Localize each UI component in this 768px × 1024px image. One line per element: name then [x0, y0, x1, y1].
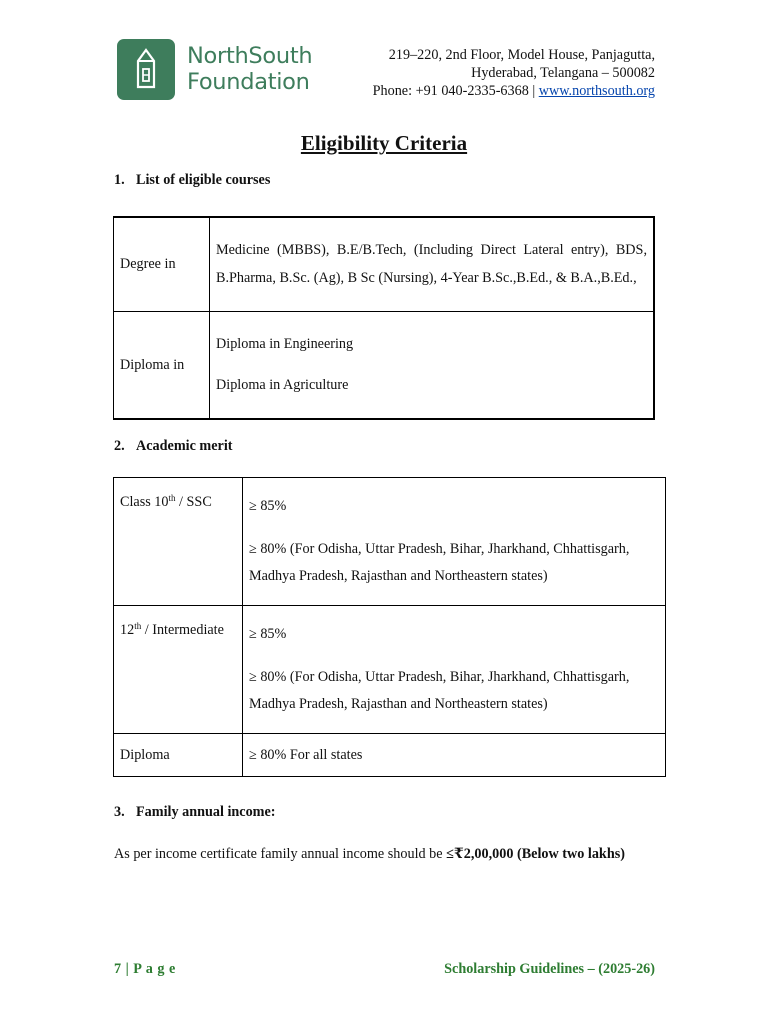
row-content [243, 606, 666, 734]
income-text-plain: As per income certificate family annual income should be [114, 846, 447, 862]
address-line-2: Hyderabad, Telangana – 500082 [471, 65, 655, 81]
merit-value: ≥ 85% [249, 498, 287, 514]
foundation-logo-icon [131, 47, 161, 91]
table-row [114, 312, 655, 420]
eligible-courses-table [113, 216, 655, 420]
logo-line-1: NorthSouth [187, 43, 313, 69]
logo-wordmark [187, 43, 312, 95]
logo-mark [117, 39, 175, 100]
merit-value: ≥ 80% (For Odisha, Uttar Pradesh, Bihar, Jharkhand, Chhattisgarh, [249, 541, 630, 557]
course-item: Diploma in Engineering [216, 335, 354, 352]
contact-line [373, 82, 655, 100]
logo-line-2: Foundation [187, 69, 310, 95]
section-3-heading [114, 804, 276, 821]
merit-value: Madhya Pradesh, Rajasthan and Northeastern states) [249, 568, 548, 584]
section-1-title: List of eligible courses [136, 172, 271, 188]
table-row [114, 217, 655, 312]
row-label: 12th / Intermediate [114, 606, 243, 734]
footer-doc-title: Scholarship Guidelines – (2025-26) [444, 961, 655, 977]
section-2-number: 2. [114, 438, 125, 454]
website-link[interactable]: www.northsouth.org [538, 83, 655, 99]
row-content [210, 217, 655, 312]
table-row [114, 734, 666, 777]
address-line-1: 219–220, 2nd Floor, Model House, Panjagutta, [388, 47, 655, 63]
table-row [114, 606, 666, 734]
row-label: Diploma in [114, 312, 210, 420]
section-2-heading [114, 438, 233, 455]
section-3-number: 3. [114, 804, 125, 820]
address-block [373, 46, 655, 100]
row-label: Diploma [114, 734, 243, 777]
page-title: Eligibility Criteria [300, 131, 468, 155]
section-1-number: 1. [114, 172, 125, 188]
section-2-title: Academic merit [136, 438, 233, 454]
row-label: Class 10th / SSC [114, 478, 243, 606]
row-content [210, 312, 655, 420]
course-list: Medicine (MBBS), B.E/B.Tech, (Including Direct Lateral entry), BDS, B.Pharma, B.Sc. (Ag), B Sc (Nursing), 4-Year B.Sc.,B.Ed., & B.A.,B.Ed., [216, 242, 647, 286]
merit-value: ≥ 80% (For Odisha, Uttar Pradesh, Bihar, Jharkhand, Chhattisgarh, [249, 669, 630, 685]
page-number: 7 | P a g e [114, 961, 176, 977]
section-3-title: Family annual income: [136, 804, 276, 820]
academic-merit-table [113, 477, 666, 777]
row-content [243, 734, 666, 777]
table-row [114, 478, 666, 606]
row-content [243, 478, 666, 606]
merit-value: ≥ 85% [249, 626, 287, 642]
course-item: Diploma in Agriculture [216, 377, 349, 393]
income-limit: ≤₹2,00,000 (Below two lakhs) [446, 846, 625, 862]
phone-text: Phone: +91 040-2335-6368 | [372, 83, 536, 99]
income-criteria-text [114, 846, 625, 863]
merit-value: Madhya Pradesh, Rajasthan and Northeastern states) [249, 696, 548, 712]
section-1-heading [114, 172, 270, 189]
merit-value: ≥ 80% For all states [249, 746, 363, 763]
row-label: Degree in [114, 217, 210, 312]
